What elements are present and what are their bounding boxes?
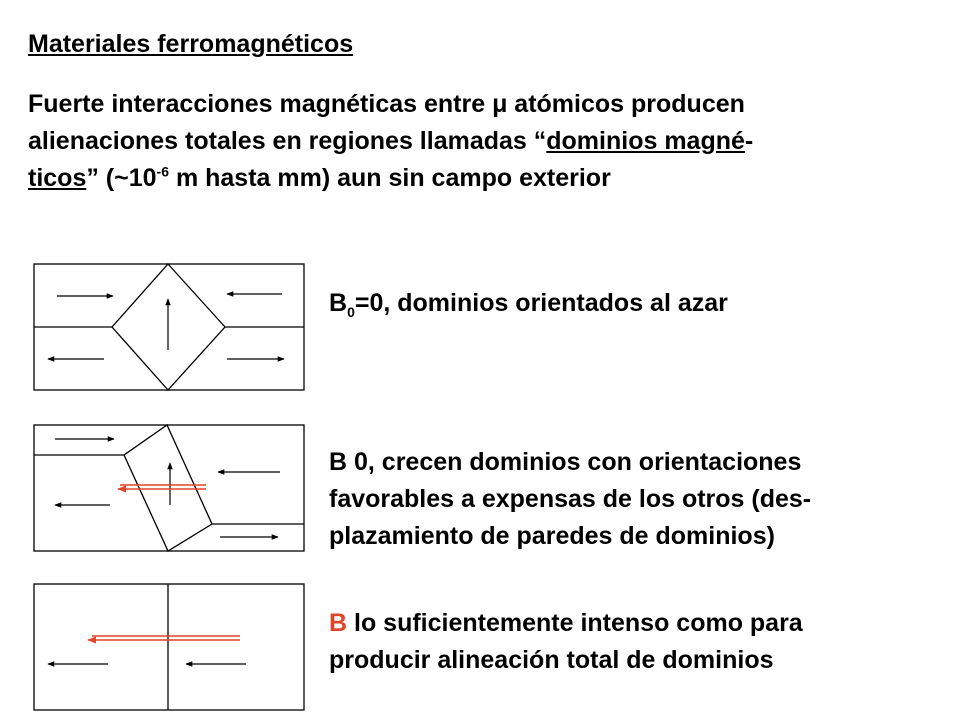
case-line	[329, 444, 811, 481]
case-zero-field-text	[329, 285, 728, 322]
term-underlined: ticos	[28, 164, 87, 192]
diagram-total-alignment	[34, 584, 304, 710]
case-line	[329, 285, 728, 322]
b-symbol: B	[329, 448, 348, 476]
case-nonzero-field-text	[329, 444, 811, 555]
case-text: lo suficientemente intenso como para	[347, 609, 803, 637]
b-subscript: 0	[347, 304, 355, 320]
domain-box	[34, 584, 304, 710]
intro-text: alienaciones totales en regiones llamadas “	[28, 127, 547, 155]
hyphen: -	[744, 127, 754, 155]
intro-text: m hasta mm) aun sin campo exterior	[169, 164, 611, 192]
b-symbol: B	[329, 289, 348, 317]
exponent: -6	[156, 163, 169, 180]
diagram-random-domains	[34, 264, 304, 390]
term-underlined: dominios magné	[546, 127, 745, 155]
case-text: favorables a expensas de los otros (des-	[329, 485, 812, 513]
case-text: producir alineación total de dominios	[329, 646, 774, 674]
intro-text: ” (~10	[86, 164, 157, 192]
case-strong-field-text	[329, 605, 803, 679]
case-text: 0, crecen dominios con orientaciones	[347, 448, 802, 476]
domain-wall-slab	[124, 425, 212, 551]
case-text: =0, dominios orientados al azar	[354, 289, 728, 317]
page-title: Materiales ferromagnéticos	[28, 30, 354, 58]
mu-symbol: μ	[492, 90, 508, 118]
case-line	[329, 605, 803, 642]
intro-text: atómicos producen	[507, 90, 745, 118]
case-text: plazamiento de paredes de dominios)	[329, 522, 775, 550]
intro-text: Fuerte interacciones magnéticas entre	[28, 90, 493, 118]
b-symbol-red: B	[329, 609, 348, 637]
domain-box	[34, 425, 304, 551]
diagram-wall-displacement	[34, 425, 304, 551]
